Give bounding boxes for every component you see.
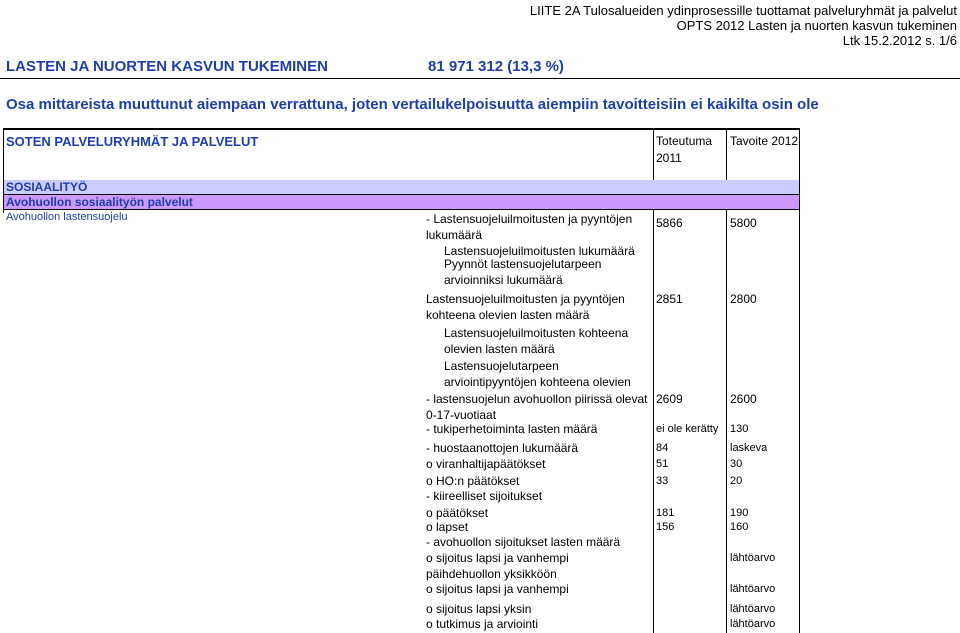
toteutuma-value: 2609 <box>656 392 683 406</box>
tavoite-value: 2600 <box>730 392 757 406</box>
indicator-label-line: - avohuollon sijoitukset lasten määrä <box>426 535 621 549</box>
indicator-label-line: Lastensuojeluilmoitusten ja pyyntöjen <box>426 292 625 306</box>
tavoite-value: 20 <box>730 475 743 487</box>
indicator-label <box>426 256 601 288</box>
indicator-label-line: - lastensuojelun avohuollon piirissä olevat <box>426 392 648 406</box>
indicator-label-line: Pyynnöt lastensuojelutarpeen <box>444 257 602 271</box>
indicator-label-line: - Lastensuojeluilmoitusten ja pyyntöjen <box>426 212 633 226</box>
indicator-label-line: Lastensuojeluilmoitusten kohteena <box>444 326 629 340</box>
indicator-label <box>426 601 531 617</box>
indicator-label <box>426 519 468 535</box>
header-line-2: OPTS 2012 Lasten ja nuorten kasvun tukeminen <box>676 18 957 33</box>
tavoite-value: laskeva <box>730 442 768 454</box>
table-top-border <box>3 128 800 130</box>
indicator-label-line: lukumäärä <box>426 228 483 242</box>
indicator-label-line: o lapset <box>426 520 469 534</box>
indicator-label-line: arviointipyyntöjen kohteena olevien <box>444 375 631 389</box>
tavoite-value: lähtöarvo <box>730 603 776 615</box>
col-header-toteutuma: Toteutuma <box>656 134 713 148</box>
title-amount: 81 971 312 (13,3 %) <box>428 58 564 75</box>
indicator-label <box>426 211 632 243</box>
indicator-label-line: päihdehuollon yksikköön <box>426 567 557 581</box>
tavoite-value: 160 <box>730 521 749 533</box>
group-header: SOTEN PALVELURYHMÄT JA PALVELUT <box>6 134 259 149</box>
section-label: SOSIAALITYÖ <box>6 180 88 194</box>
col-header-tavoite: Tavoite 2012 <box>730 134 799 148</box>
indicator-label-line: o viranhaltijapäätökset <box>426 457 546 471</box>
subsection-border <box>4 209 799 210</box>
toteutuma-value: 33 <box>656 475 669 487</box>
tavoite-value: lähtöarvo <box>730 618 776 630</box>
header-line-3: Ltk 15.2.2012 s. 1/6 <box>842 33 957 48</box>
toteutuma-value: 84 <box>656 442 669 454</box>
indicator-label <box>426 291 625 323</box>
indicator-label-line: o HO:n päätökset <box>426 474 520 488</box>
indicator-label-line: o päätökset <box>426 506 489 520</box>
indicator-label <box>426 488 542 504</box>
toteutuma-value: 5866 <box>656 216 683 230</box>
subsection-label: Avohuollon sosiaalityön palvelut <box>6 195 193 209</box>
toteutuma-value: 156 <box>656 521 675 533</box>
indicator-label <box>426 581 569 597</box>
indicator-label-line: o tutkimus ja arviointi <box>426 617 539 631</box>
indicator-label-line: olevien lasten määrä <box>444 342 555 356</box>
subsection-row <box>4 195 799 209</box>
table-right-border <box>799 128 800 633</box>
comparability-note: Osa mittareista muuttunut aiempaan verrattuna, joten vertailukelpoisuutta aiempiin tavoitteisiin ei kaikilta osin ole <box>6 96 819 113</box>
indicator-label <box>426 616 538 632</box>
tavoite-value: 130 <box>730 423 749 435</box>
indicator-label-line: - kiireelliset sijoitukset <box>426 489 543 503</box>
indicator-label-line: - huostaanottojen lukumäärä <box>426 441 579 455</box>
indicator-label <box>426 473 519 489</box>
indicator-label <box>426 456 545 472</box>
indicator-label-line: Lastensuojeluilmoitusten lukumäärä <box>444 244 635 258</box>
indicator-label-line: - tukiperhetoiminta lasten määrä <box>426 422 598 436</box>
toteutuma-value: 2851 <box>656 292 683 306</box>
tavoite-value: 30 <box>730 458 743 470</box>
indicator-label <box>426 391 647 423</box>
section-row <box>4 180 799 194</box>
toteutuma-value: 51 <box>656 458 669 470</box>
indicator-label <box>426 421 597 437</box>
indicator-label <box>426 440 578 456</box>
header-line-1: LIITE 2A Tulosalueiden ydinprosessille tuottamat palveluryhmät ja palvelut <box>529 3 957 18</box>
col-header-toteutuma-year: 2011 <box>656 151 682 165</box>
indicator-label-line: o sijoitus lapsi yksin <box>426 602 532 616</box>
indicator-label-line: 0-17-vuotiaat <box>426 408 497 422</box>
toteutuma-value: ei ole kerätty <box>656 423 719 435</box>
indicator-label <box>426 325 628 357</box>
tavoite-value: lähtöarvo <box>730 583 776 595</box>
tavoite-value: 5800 <box>730 216 757 230</box>
indicator-label-line: kohteena olevien lasten määrä <box>426 308 590 322</box>
indicator-label-line: Lastensuojelutarpeen <box>444 359 559 373</box>
indicator-label-line: o sijoitus lapsi ja vanhempi <box>426 551 569 565</box>
indicator-label <box>426 534 620 550</box>
indicator-label <box>426 550 569 582</box>
toteutuma-value: 181 <box>656 507 675 519</box>
indicator-label <box>426 358 631 390</box>
tavoite-value: 190 <box>730 507 749 519</box>
indicator-label-line: arvioinniksi lukumäärä <box>444 273 563 287</box>
page-title: LASTEN JA NUORTEN KASVUN TUKEMINEN <box>6 58 328 75</box>
tavoite-value: 2800 <box>730 292 757 306</box>
indicator-label-line: o sijoitus lapsi ja vanhempi <box>426 582 569 596</box>
service-name: Avohuollon lastensuojelu <box>6 211 128 223</box>
tavoite-value: lähtöarvo <box>730 552 776 564</box>
